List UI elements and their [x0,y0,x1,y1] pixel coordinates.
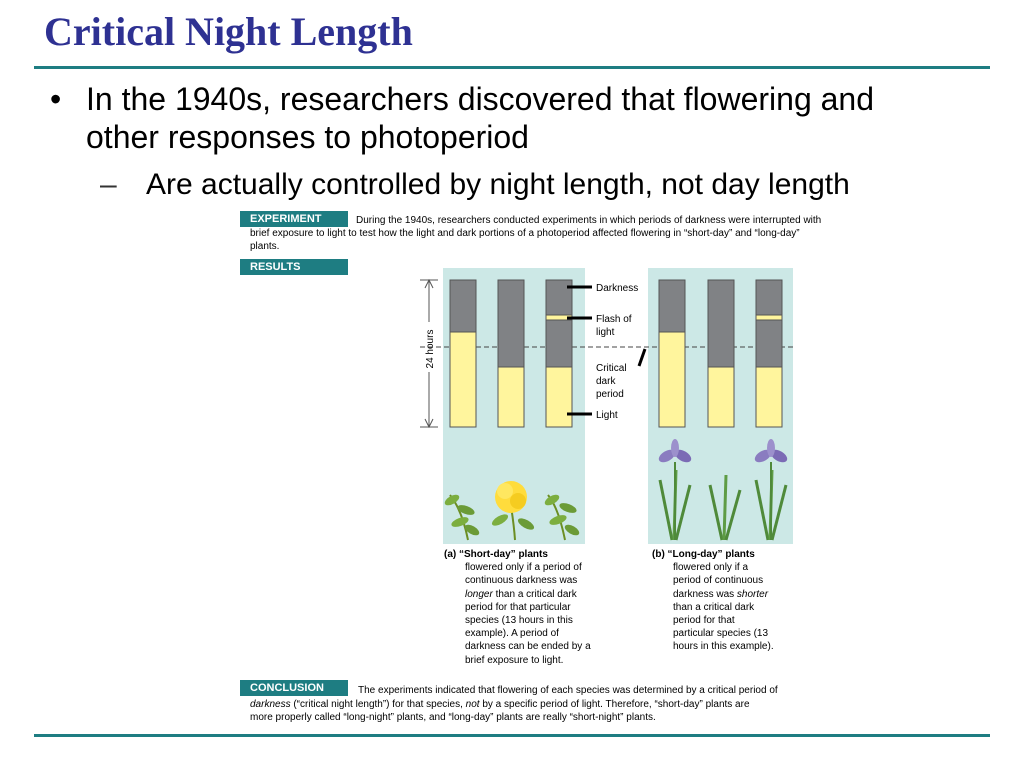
panel-a-bar-3 [546,280,572,427]
flash-label: Flash of light [596,314,632,338]
bullet-level2-text: Are actually controlled by night length, not day length [146,168,850,201]
bullet-level1-text: In the 1940s, researchers discovered that flowering and other responses to photoperiod [86,81,875,155]
darkness-label: Darkness [596,283,639,294]
experiment-text: During the 1940s, researchers conducted experiments in which periods of darkness were interrupted with brief exposure to light to test how the light and dark portions of a photoperiod affected flowering in “short-day” and “long-day” plants. [250,215,822,252]
results-tag: RESULTS [240,259,348,275]
critical-label: Critical dark period [596,363,627,400]
panel-a-line-italic: longer than a critical dark [465,588,577,600]
panel-b-body: flowered only if a period of continuous darkness was shorter than a critical dark period for that particular species (13 hours in this example). [652,561,822,653]
panel-b-line-italic: darkness was shorter [673,588,769,600]
footer-rule [34,734,990,737]
light-label: Light [596,410,618,421]
panel-a-body: flowered only if a period of continuous darkness was longer than a critical dark period for that particular species (13 hours in this example). A period of darkness can be ended by a brief exposure to light. [444,561,624,667]
panel-a-caption [444,548,624,667]
panel-b-caption [652,548,822,654]
slide-title: Critical Night Length [44,9,413,54]
bullet-marker: • [50,81,62,117]
conclusion-text: The experiments indicated that flowering of each species was determined by a critical period of darkness (“critical night length”) for that species, not by a specific period of light. Therefore, “short-day” plants are more properly called “long-night” plants, and “long-day” plants are really “short-night” plants. [250,685,778,723]
dash-marker: – [100,168,117,201]
panel-a-bar-1 [450,280,476,427]
panel-a-bar-2 [498,280,524,427]
panel-a-heading: (a) “Short-day” plants [444,549,548,560]
conclusion-tag: CONCLUSION [240,680,348,696]
critical-leader [639,349,645,366]
panel-b-heading: (b) “Long-day” plants [652,549,755,560]
experiment-tag: EXPERIMENT [240,211,348,227]
panel-b-bar-1 [659,280,685,427]
panel-b-bar-2 [708,280,734,427]
panel-b-bar-3 [756,280,782,427]
axis-label: 24 hours [425,329,436,369]
